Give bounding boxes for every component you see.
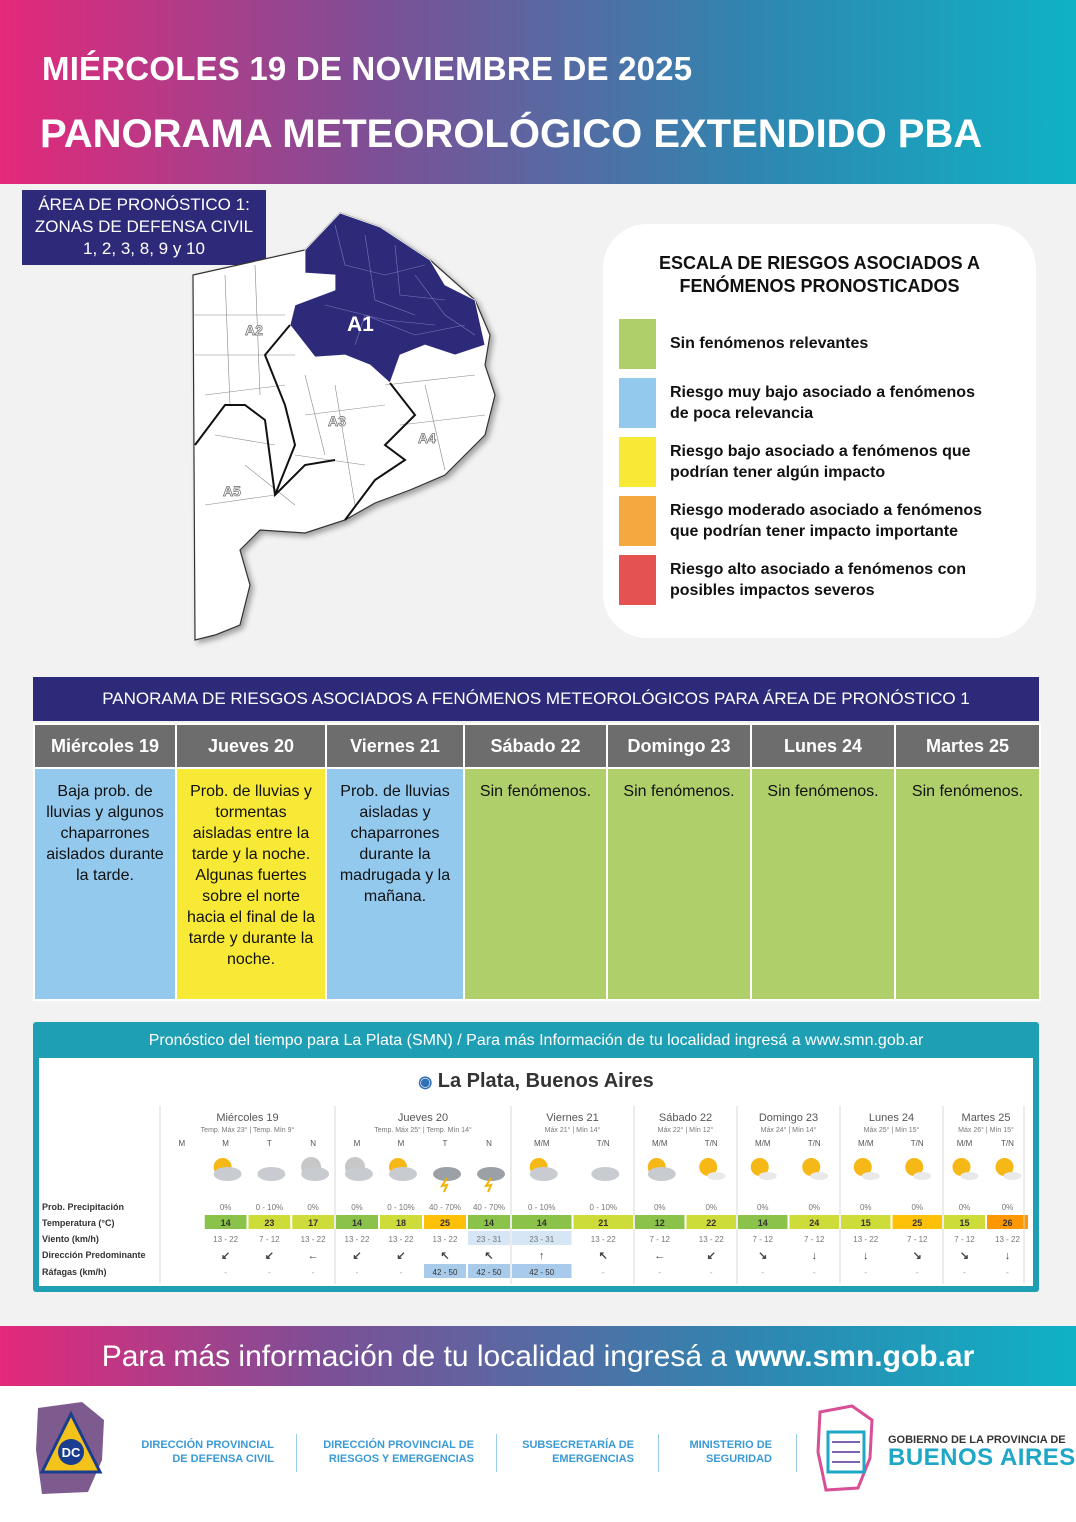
smn-wind-value: 13 - 22 (432, 1235, 458, 1244)
area-label-line2: ZONAS DE DEFENSA CIVIL (34, 217, 254, 236)
smn-prob-precip: 40 - 70% (472, 1203, 506, 1212)
smn-wind-value: 13 - 22 (590, 1235, 616, 1244)
smn-gust-value: - (709, 1268, 713, 1277)
divider (496, 1434, 497, 1472)
smn-gust-value: - (311, 1268, 315, 1277)
org4-line1: MINISTERIO DE (689, 1439, 772, 1451)
divider (658, 1434, 659, 1472)
smn-day-name: Martes 25 (961, 1112, 1011, 1124)
org2-line1: DIRECCIÓN PROVINCIAL DE (323, 1439, 474, 1451)
divider (796, 1434, 797, 1472)
provincia-emblem (812, 1402, 882, 1494)
smn-wind-value: 7 - 12 (907, 1235, 928, 1244)
smn-day-name: Jueves 20 (397, 1112, 449, 1124)
risk-text-l2: podrían tener algún impacto (670, 464, 886, 481)
day-header: Viernes 21 (326, 724, 464, 768)
risk-scale-item (619, 555, 1019, 605)
page-title: PANORAMA METEOROLÓGICO EXTENDIDO PBA (40, 112, 983, 156)
smn-prob-precip: 0% (958, 1203, 971, 1212)
day-header: Miércoles 19 (34, 724, 176, 768)
area-label-line1: ÁREA DE PRONÓSTICO 1: (38, 195, 250, 214)
smn-wind-value: 7 - 12 (752, 1235, 773, 1244)
risk-swatch-orange (619, 496, 656, 546)
dc-logo-text: DC (61, 1445, 81, 1460)
wind-direction-arrow-icon: ↘ (912, 1250, 922, 1262)
smn-prob-precip: 0% (653, 1203, 666, 1212)
smn-gust-value: - (761, 1268, 765, 1277)
risk-scale-item (619, 437, 1019, 487)
wind-direction-arrow-icon: ↓ (1004, 1250, 1011, 1262)
smn-prob-precip: 0 - 10% (387, 1203, 415, 1212)
smn-temp-value: 18 (395, 1218, 407, 1228)
wind-direction-arrow-icon: ↙ (221, 1250, 231, 1262)
day-header: Sábado 22 (464, 724, 607, 768)
smn-wind-value: 23 - 31 (529, 1235, 555, 1244)
smn-day-sub: Máx 26° | Mín 15° (958, 1127, 1014, 1134)
map-label-a4: A4 (418, 430, 436, 446)
smn-wind-value: 13 - 22 (853, 1235, 879, 1244)
org1-line2: DE DEFENSA CIVIL (172, 1453, 274, 1465)
risk-scale-title (633, 252, 1006, 298)
smn-forecast-widget (39, 1058, 1033, 1286)
day-risk-cell: Sin fenómenos. (751, 768, 895, 1000)
smn-temp-value: 14 (757, 1218, 768, 1228)
risk-scale-text (670, 559, 1015, 601)
cloud-icon (913, 1172, 931, 1180)
smn-prob-precip: 0% (351, 1203, 363, 1212)
risk-text-l1: Riesgo muy bajo asociado a fenómenos (670, 384, 975, 401)
org3-line1: SUBSECRETARÍA DE (522, 1439, 634, 1451)
wind-direction-arrow-icon: ↖ (440, 1250, 450, 1262)
smn-caption: Pronóstico del tiempo para La Plata (SMN) / Para más Información de tu localidad ingresá a www.smn.gob.ar (148, 1032, 924, 1049)
org3-line2: EMERGENCIAS (552, 1453, 634, 1465)
smn-gust-value: - (601, 1268, 605, 1277)
smn-wind-value: 7 - 12 (649, 1235, 670, 1244)
wind-direction-arrow-icon: ↙ (396, 1250, 406, 1262)
risk-text-l1: Sin fenómenos relevantes (670, 335, 869, 352)
day-risk-cell: Sin fenómenos. (464, 768, 607, 1000)
wind-direction-arrow-icon: ↓ (811, 1250, 817, 1262)
location-pin-icon: ◉ (418, 1074, 433, 1091)
row-label: Temperatura (°C) (42, 1218, 115, 1228)
header-banner (0, 0, 1076, 184)
risk-text-l1: Riesgo moderado asociado a fenómenos (670, 502, 983, 519)
divider (296, 1434, 297, 1472)
map-label-a1: A1 (347, 313, 374, 336)
risk-swatch-red (619, 555, 656, 605)
risk-scale-text (670, 333, 1015, 354)
smn-prob-precip: 0 - 10% (527, 1203, 556, 1212)
smn-period-label: M/M (533, 1139, 550, 1148)
smn-prob-precip: 0 - 10% (255, 1203, 284, 1212)
smn-period-label: T (266, 1139, 272, 1148)
header-date: MIÉRCOLES 19 DE NOVIEMBRE DE 2025 (42, 50, 693, 87)
smn-temp-value: 14 (483, 1218, 495, 1228)
wind-direction-arrow-icon: ↓ (863, 1250, 869, 1262)
risk-text-l2: que podrían tener impacto importante (670, 523, 959, 540)
risk-scale-text (670, 441, 1015, 483)
smn-wind-value: 7 - 12 (954, 1235, 975, 1244)
smn-day-sub: Máx 22° | Mín 12° (657, 1127, 714, 1134)
risk-swatch-blue (619, 378, 656, 428)
wind-direction-arrow-icon: ↘ (959, 1250, 970, 1262)
cloud-icon (530, 1167, 558, 1181)
smn-temp-value: 22 (706, 1218, 717, 1228)
day-risk-cell: Sin fenómenos. (607, 768, 751, 1000)
smn-wind-value: 13 - 22 (995, 1235, 1020, 1244)
smn-temp-value: 14 (536, 1218, 547, 1228)
day-header: Jueves 20 (176, 724, 326, 768)
logos-bar (0, 1386, 1076, 1522)
wind-direction-arrow-icon: ← (307, 1250, 319, 1262)
smn-temp-value: 15 (860, 1218, 871, 1228)
risk-text-l1: Riesgo alto asociado a fenómenos con (670, 561, 967, 578)
row-label: Viento (km/h) (42, 1234, 99, 1244)
risk-swatch-green (619, 319, 656, 369)
cloud-icon (389, 1167, 417, 1181)
smn-prob-precip: 0 - 10% (589, 1203, 618, 1212)
cloud-icon (345, 1167, 373, 1181)
smn-period-label: N (310, 1139, 317, 1148)
smn-wind-value: 13 - 22 (300, 1235, 326, 1244)
smn-temp-value: 25 (439, 1218, 451, 1228)
smn-prob-precip: 0% (307, 1203, 319, 1212)
cloud-icon (707, 1172, 725, 1180)
smn-period-label: T (442, 1139, 448, 1148)
row-label: Dirección Predominante (42, 1250, 146, 1260)
wind-direction-arrow-icon: ↙ (264, 1250, 274, 1262)
smn-period-label: M (222, 1139, 229, 1148)
smn-forecast-grid (39, 1058, 1033, 1286)
smn-day-name: Sábado 22 (658, 1112, 713, 1124)
smn-wind-value: 13 - 22 (344, 1235, 370, 1244)
day-risk-cell: Prob. de lluvias aisladas y chaparrones durante la madrugada y la mañana. (326, 768, 464, 1000)
smn-temp-value: 21 (598, 1218, 609, 1228)
org-ministerio (664, 1438, 772, 1466)
risk-text-l2: de poca relevancia (670, 405, 814, 422)
wind-direction-arrow-icon: ↑ (539, 1250, 545, 1262)
smn-day-sub: Máx 24° | Mín 14° (760, 1127, 817, 1134)
defensa-civil-logo (32, 1400, 110, 1498)
smn-period-label: T/N (910, 1139, 924, 1148)
smn-temp-value: 25 (912, 1218, 923, 1228)
cloud-icon (810, 1172, 828, 1180)
map-label-a3: A3 (328, 413, 346, 429)
smn-prob-precip: 0% (859, 1203, 872, 1212)
risk-scale-title-l2: FENÓMENOS PRONOSTICADOS (679, 276, 960, 296)
smn-gust-value: 42 - 50 (476, 1268, 502, 1277)
smn-period-label: T/N (1001, 1139, 1014, 1148)
risk-scale-title-l1: ESCALA DE RIESGOS ASOCIADOS A (658, 253, 981, 273)
smn-period-label: N (486, 1139, 492, 1148)
smn-day-name: Miércoles 19 (216, 1112, 279, 1124)
smn-temp-value: 14 (220, 1218, 231, 1228)
smn-period-label: T/N (807, 1139, 821, 1148)
org2-line2: RIESGOS Y EMERGENCIAS (328, 1453, 474, 1465)
smn-gust-value: - (915, 1268, 919, 1277)
smn-gust-value: - (399, 1268, 403, 1277)
smn-gust-value: - (658, 1268, 662, 1277)
wind-direction-arrow-icon: ↖ (598, 1250, 608, 1262)
map-label-a5: A5 (223, 483, 241, 499)
smn-prob-precip: 0% (219, 1203, 232, 1212)
smn-temp-value: 14 (351, 1218, 363, 1228)
smn-city-name: La Plata, Buenos Aires (437, 1070, 654, 1092)
smn-wind-value: 13 - 22 (213, 1235, 239, 1244)
smn-forecast-panel (33, 1022, 1039, 1292)
smn-period-label: T/N (596, 1139, 610, 1148)
smn-temp-value: 26 (1002, 1218, 1013, 1228)
wind-direction-arrow-icon: ↖ (484, 1250, 494, 1262)
day-risk-cell: Baja prob. de lluvias y algunos chaparrones aislados durante la tarde. (34, 768, 176, 1000)
smn-period-label: M (178, 1139, 186, 1148)
map-label-a2: A2 (245, 322, 263, 338)
wind-direction-arrow-icon: ↙ (352, 1250, 362, 1262)
smn-wind-value: 7 - 12 (259, 1235, 280, 1244)
smn-gust-value: 42 - 50 (432, 1268, 458, 1277)
wind-direction-arrow-icon: ↙ (706, 1250, 716, 1262)
footer-banner (0, 1326, 1076, 1386)
smn-prob-precip: 0% (911, 1203, 924, 1212)
risk-text-l1: Riesgo bajo asociado a fenómenos que (670, 443, 971, 460)
footer-url-link[interactable]: www.smn.gob.ar (735, 1340, 975, 1373)
risk-text-l2: posibles impactos severos (670, 582, 875, 599)
smn-temp-value: 12 (654, 1218, 665, 1228)
cloud-icon (214, 1167, 242, 1181)
smn-gust-value: - (963, 1268, 966, 1277)
smn-gust-value: - (1006, 1268, 1009, 1277)
smn-period-label: M (353, 1139, 361, 1148)
day-header: Lunes 24 (751, 724, 895, 768)
smn-period-label: M/M (754, 1139, 771, 1148)
cloud-icon (862, 1172, 880, 1180)
province-map (185, 205, 505, 665)
smn-day-sub: Temp. Máx 25° | Temp. Mín 14° (374, 1127, 472, 1134)
smn-gust-value: - (355, 1268, 359, 1277)
smn-wind-value: 13 - 22 (388, 1235, 414, 1244)
smn-prob-precip: 0% (705, 1203, 718, 1212)
cloud-icon (591, 1167, 619, 1181)
cloud-icon (257, 1167, 285, 1181)
smn-temp-value: 24 (809, 1218, 820, 1228)
smn-day-name: Lunes 24 (868, 1112, 915, 1124)
smn-period-label: M/M (651, 1139, 668, 1148)
risk-table (33, 723, 1041, 1001)
org-subsecretaria (502, 1438, 634, 1466)
smn-day-sub: Máx 25° | Mín 15° (863, 1127, 920, 1134)
smn-prob-precip: 0% (756, 1203, 769, 1212)
risk-table-row (34, 768, 1040, 1000)
smn-temp-value: 15 (959, 1218, 970, 1228)
smn-gust-value: - (224, 1268, 227, 1277)
cloud-icon (648, 1167, 676, 1181)
day-header: Domingo 23 (607, 724, 751, 768)
risk-scale-legend (603, 224, 1036, 638)
row-label: Prob. Precipitación (42, 1202, 125, 1212)
day-risk-cell: Sin fenómenos. (895, 768, 1040, 1000)
risk-scale-text (670, 500, 1015, 542)
smn-temp-value: 23 (264, 1218, 275, 1228)
cloud-icon (301, 1167, 329, 1181)
org-defensa-civil (118, 1438, 274, 1466)
smn-period-label: M/M (857, 1139, 874, 1148)
smn-prob-precip: 0% (1001, 1203, 1014, 1212)
risk-table-header (34, 724, 1040, 768)
cloud-icon (961, 1172, 979, 1180)
gov-label-bottom: BUENOS AIRES (888, 1444, 1076, 1471)
day-risk-cell: Prob. de lluvias y tormentas aisladas entre la tarde y la noche. Algunas fuertes sobre el norte hacia el final de la tarde y durante la noche. (176, 768, 326, 1000)
smn-prob-precip: 0% (808, 1203, 821, 1212)
area-label-line3: 1, 2, 3, 8, 9 y 10 (83, 239, 205, 258)
org-riesgos-emergencias (302, 1438, 474, 1466)
risk-panel-title: PANORAMA DE RIESGOS ASOCIADOS A FENÓMENOS METEOROLÓGICOS PARA ÁREA DE PRONÓSTICO 1 (33, 677, 1039, 721)
smn-wind-value: 13 - 22 (698, 1235, 724, 1244)
smn-period-label: M/M (956, 1139, 973, 1148)
risk-scale-item (619, 319, 1019, 369)
smn-gust-value: - (812, 1268, 816, 1277)
smn-day-name: Viernes 21 (546, 1112, 599, 1124)
smn-temp-value: 17 (308, 1218, 319, 1228)
wind-direction-arrow-icon: ↘ (758, 1250, 768, 1262)
row-label: Ráfagas (km/h) (42, 1267, 107, 1277)
smn-period-label: T/N (704, 1139, 718, 1148)
smn-day-sub: Máx 21° | Mín 14° (544, 1127, 601, 1134)
org4-line2: SEGURIDAD (705, 1453, 772, 1465)
smn-period-label: M (397, 1139, 405, 1148)
smn-gust-value: - (864, 1268, 868, 1277)
smn-prob-precip: 40 - 70% (428, 1203, 462, 1212)
smn-day-name: Domingo 23 (758, 1112, 819, 1124)
gov-label-top: GOBIERNO DE LA PROVINCIA DE (888, 1434, 1066, 1446)
org1-line1: DIRECCIÓN PROVINCIAL (141, 1439, 274, 1451)
smn-gust-value: 42 - 50 (529, 1268, 555, 1277)
smn-wind-value: 7 - 12 (804, 1235, 825, 1244)
risk-scale-item (619, 496, 1019, 546)
smn-wind-value: 23 - 31 (476, 1235, 502, 1244)
risk-swatch-yellow (619, 437, 656, 487)
cloud-icon (1004, 1172, 1022, 1180)
risk-scale-text (670, 382, 1015, 424)
footer-text: Para más información de tu localidad ingresá a (101, 1340, 736, 1373)
risk-scale-item (619, 378, 1019, 428)
day-header: Martes 25 (895, 724, 1040, 768)
cloud-icon (759, 1172, 777, 1180)
smn-gust-value: - (268, 1268, 271, 1277)
wind-direction-arrow-icon: ← (654, 1250, 666, 1262)
smn-day-sub: Temp. Máx 23° | Temp. Mín 9° (200, 1127, 295, 1134)
